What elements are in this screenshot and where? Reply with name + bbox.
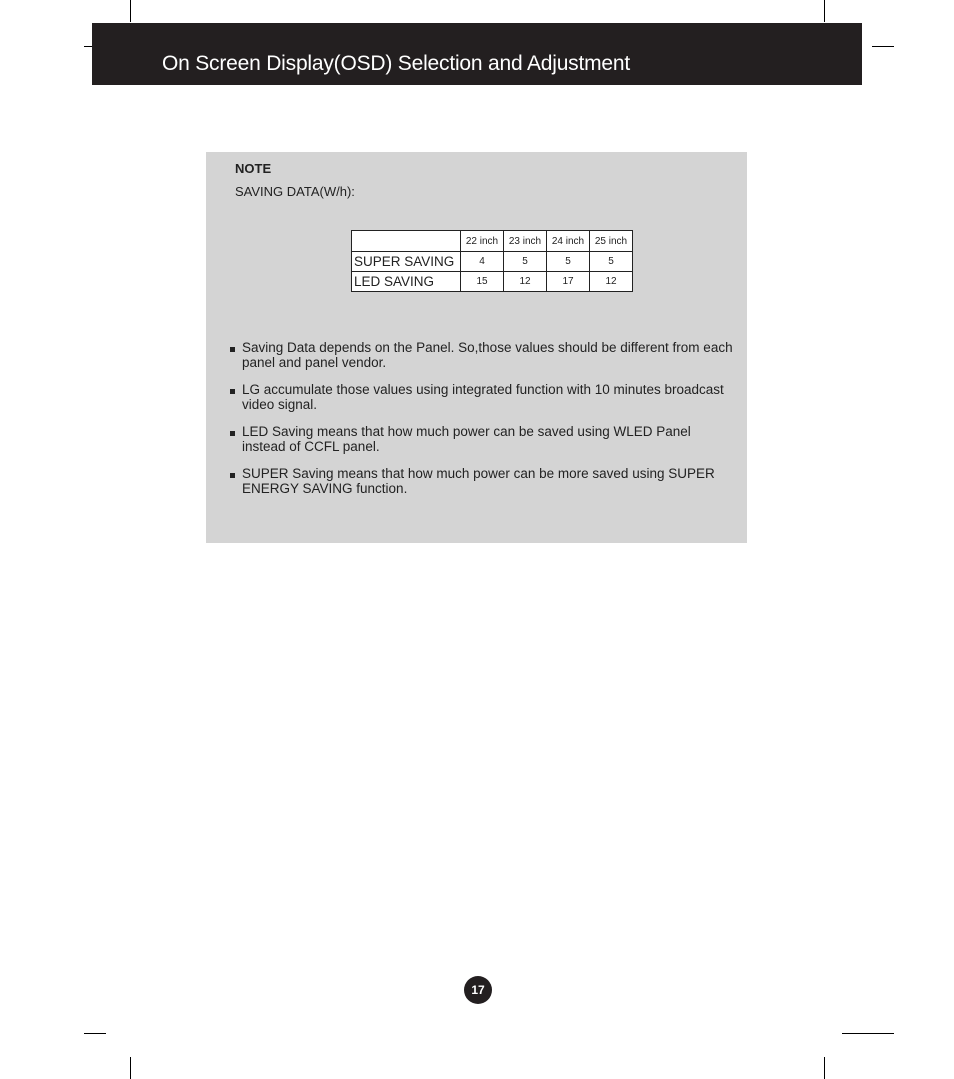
table-cell: 17 xyxy=(547,272,590,292)
bullet-text: LG accumulate those values using integrated function with 10 minutes broadcast video signal. xyxy=(242,382,724,412)
square-bullet-icon xyxy=(230,389,235,394)
list-item xyxy=(226,382,736,412)
note-box xyxy=(206,152,747,543)
crop-mark xyxy=(130,0,131,22)
crop-mark xyxy=(824,0,825,22)
table-cell: 15 xyxy=(461,272,504,292)
row-label: LED SAVING xyxy=(352,272,461,292)
table-row xyxy=(352,272,633,292)
list-item xyxy=(226,424,736,454)
table-header-row xyxy=(352,231,633,252)
square-bullet-icon xyxy=(230,473,235,478)
table-row xyxy=(352,252,633,272)
square-bullet-icon xyxy=(230,347,235,352)
bullet-text: Saving Data depends on the Panel. So,those values should be different from each panel and panel vendor. xyxy=(242,340,733,370)
table-cell: 12 xyxy=(590,272,633,292)
table-cell: 5 xyxy=(590,252,633,272)
page-number: 17 xyxy=(464,976,492,1004)
table-corner-cell xyxy=(352,231,461,252)
header-bar xyxy=(92,23,862,85)
page-title: On Screen Display(OSD) Selection and Adjustment xyxy=(162,52,630,75)
saving-data-label: SAVING DATA(W/h): xyxy=(235,184,355,199)
list-item xyxy=(226,340,736,370)
table-cell: 4 xyxy=(461,252,504,272)
table-cell: 5 xyxy=(504,252,547,272)
crop-mark xyxy=(824,1057,825,1079)
column-header: 25 inch xyxy=(590,231,633,252)
column-header: 24 inch xyxy=(547,231,590,252)
note-label: NOTE xyxy=(235,161,272,176)
crop-mark xyxy=(130,1057,131,1079)
bullet-text: SUPER Saving means that how much power can be more saved using SUPER ENERGY SAVING function. xyxy=(242,466,715,496)
row-label: SUPER SAVING xyxy=(352,252,461,272)
table-cell: 5 xyxy=(547,252,590,272)
column-header: 23 inch xyxy=(504,231,547,252)
bullet-text: LED Saving means that how much power can be saved using WLED Panel instead of CCFL panel. xyxy=(242,424,691,454)
square-bullet-icon xyxy=(230,431,235,436)
note-bullet-list xyxy=(226,340,736,508)
saving-data-table xyxy=(351,230,633,292)
crop-mark xyxy=(842,1033,894,1034)
column-header: 22 inch xyxy=(461,231,504,252)
list-item xyxy=(226,466,736,496)
crop-mark xyxy=(872,46,894,47)
crop-mark xyxy=(84,1033,106,1034)
table-cell: 12 xyxy=(504,272,547,292)
